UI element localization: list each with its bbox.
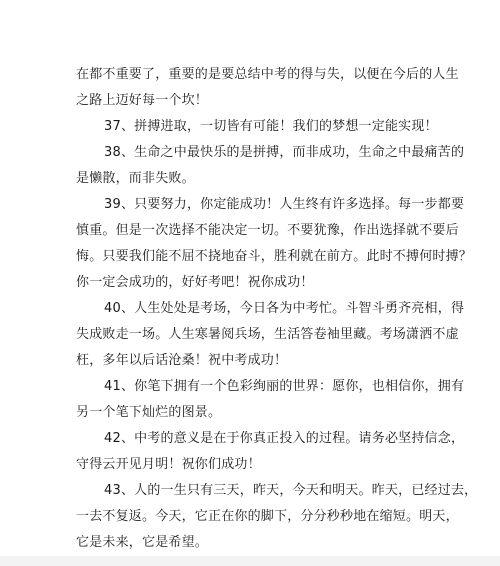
paragraph-line: 37、拼搏进取，一切皆有可能！我们的梦想一定能实现！ bbox=[104, 119, 438, 134]
paragraph-line: 在都不重要了，重要的是要总结中考的得与失，以便在今后的人生 bbox=[76, 67, 459, 82]
paragraph-line: 41、你笔下拥有一个色彩绚丽的世界：愿你，也相信你，拥有 bbox=[104, 379, 465, 394]
paragraph-40 bbox=[76, 296, 465, 374]
paragraph-line: 另一个笔下灿烂的图景。 bbox=[76, 405, 222, 420]
paragraph-line: 之路上迈好每一个坎！ bbox=[76, 93, 209, 108]
paragraph-line: 43、人的一生只有三天，昨天，今天和明天。昨天，已经过去， bbox=[104, 483, 478, 498]
paragraph-line: 失成败走一场。人生寒暑阅兵场，生活答卷袖里藏。考场潇洒不虚 bbox=[76, 327, 459, 342]
paragraph-line: 40、人生处处是考场，今日各为中考忙。斗智斗勇齐亮相，得 bbox=[104, 301, 465, 316]
footer-strip bbox=[0, 556, 500, 566]
paragraph-line: 慎重。但是一次选择不能决定一切。不要犹豫，作出选择就不要后 bbox=[76, 223, 459, 238]
paragraph-line: 悔。只要我们能不屈不挠地奋斗，胜利就在前方。此时不搏何时搏？ bbox=[76, 249, 473, 264]
paragraph-39 bbox=[76, 192, 473, 296]
paragraph-line: 它是未来，它是希望。 bbox=[76, 535, 209, 550]
paragraph-line: 是懒散，而非失败。 bbox=[76, 171, 195, 186]
paragraph-41 bbox=[76, 374, 465, 426]
paragraph-37 bbox=[76, 114, 436, 140]
paragraph-line: 你一定会成功的，好好考吧！祝你成功！ bbox=[76, 275, 314, 290]
paragraph-43 bbox=[76, 478, 478, 556]
paragraph-line: 一去不复返。今天，它正在你的脚下，分分秒秒地在缩短。明天， bbox=[76, 509, 459, 524]
paragraph-42 bbox=[76, 426, 465, 478]
paragraph-line: 39、只要努力，你定能成功！人生终有许多选择。每一步都要 bbox=[104, 197, 465, 212]
paragraph-line: 守得云开见月明！祝你们成功！ bbox=[76, 457, 261, 472]
paragraph-continuation bbox=[76, 62, 459, 114]
paragraph-38 bbox=[76, 140, 465, 192]
paragraph-line: 42、中考的意义是在于你真正投入的过程。请务必坚持信念， bbox=[104, 431, 465, 446]
paragraph-line: 38、生命之中最快乐的是拼搏，而非成功，生命之中最痛苦的 bbox=[104, 145, 465, 160]
paragraph-line: 枉，多年以后话沧桑！祝中考成功！ bbox=[76, 353, 288, 368]
